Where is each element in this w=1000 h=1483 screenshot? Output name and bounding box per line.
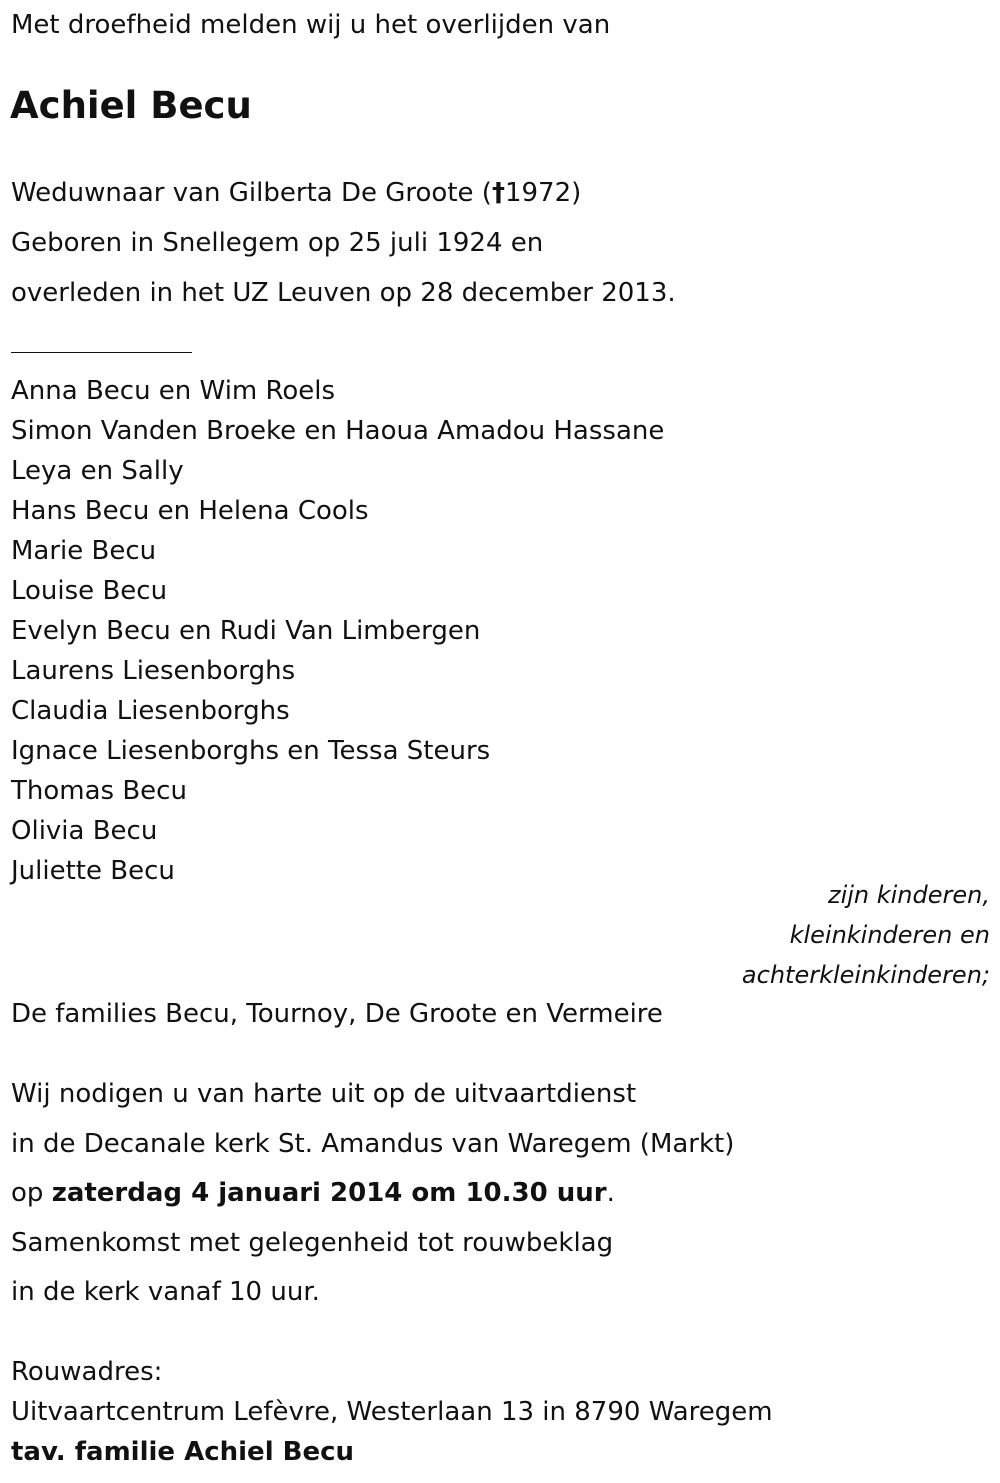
separator-line [11,352,192,353]
family-member: Hans Becu en Helena Cools [11,496,369,526]
family-member: Simon Vanden Broeke en Haoua Amadou Hassane [11,416,665,446]
family-member: Louise Becu [11,576,168,606]
condolence-line: Samenkomst met gelegenheid tot rouwbeklag [11,1228,614,1258]
condolence-time-line: in de kerk vanaf 10 uur. [11,1277,320,1307]
death-line: overleden in het UZ Leuven op 28 december 2013. [11,278,676,308]
family-member: Anna Becu en Wim Roels [11,376,336,406]
invitation-line: Wij nodigen u van harte uit op de uitvaartdienst [11,1079,637,1109]
families-line: De families Becu, Tournoy, De Groote en Vermeire [11,999,663,1029]
deceased-name: Achiel Becu [10,84,252,127]
church-line: in de Decanale kerk St. Amandus van Waregem (Markt) [11,1129,735,1159]
relation-line: kleinkinderen en [789,921,990,949]
widower-year: 1972) [504,178,582,208]
family-member: Evelyn Becu en Rudi Van Limbergen [11,616,481,646]
family-member: Marie Becu [11,536,157,566]
service-date: zaterdag 4 januari 2014 om 10.30 uur [51,1178,607,1208]
address-line: Uitvaartcentrum Lefèvre, Westerlaan 13 in 8790 Waregem [11,1397,773,1427]
intro-text: Met droefheid melden wij u het overlijden van [11,10,611,40]
family-member: Juliette Becu [11,856,175,886]
relation-line: zijn kinderen, [827,881,990,909]
family-member: Leya en Sally [11,456,184,486]
widower-line [11,177,581,209]
address-attention: tav. familie Achiel Becu [11,1437,355,1467]
service-date-line [11,1177,615,1209]
birth-line: Geboren in Snellegem op 25 juli 1924 en [11,228,544,258]
service-date-suffix: . [606,1178,615,1208]
family-member: Laurens Liesenborghs [11,656,296,686]
family-member: Thomas Becu [11,776,187,806]
relation-line: achterkleinkinderen; [741,961,990,989]
family-member: Olivia Becu [11,816,158,846]
widower-prefix: Weduwnaar van Gilberta De Groote ( [11,178,492,208]
family-member: Claudia Liesenborghs [11,696,290,726]
family-member: Ignace Liesenborghs en Tessa Steurs [11,736,491,766]
cross-icon: † [491,178,505,208]
service-date-prefix: op [11,1178,52,1208]
address-label: Rouwadres: [11,1357,163,1387]
